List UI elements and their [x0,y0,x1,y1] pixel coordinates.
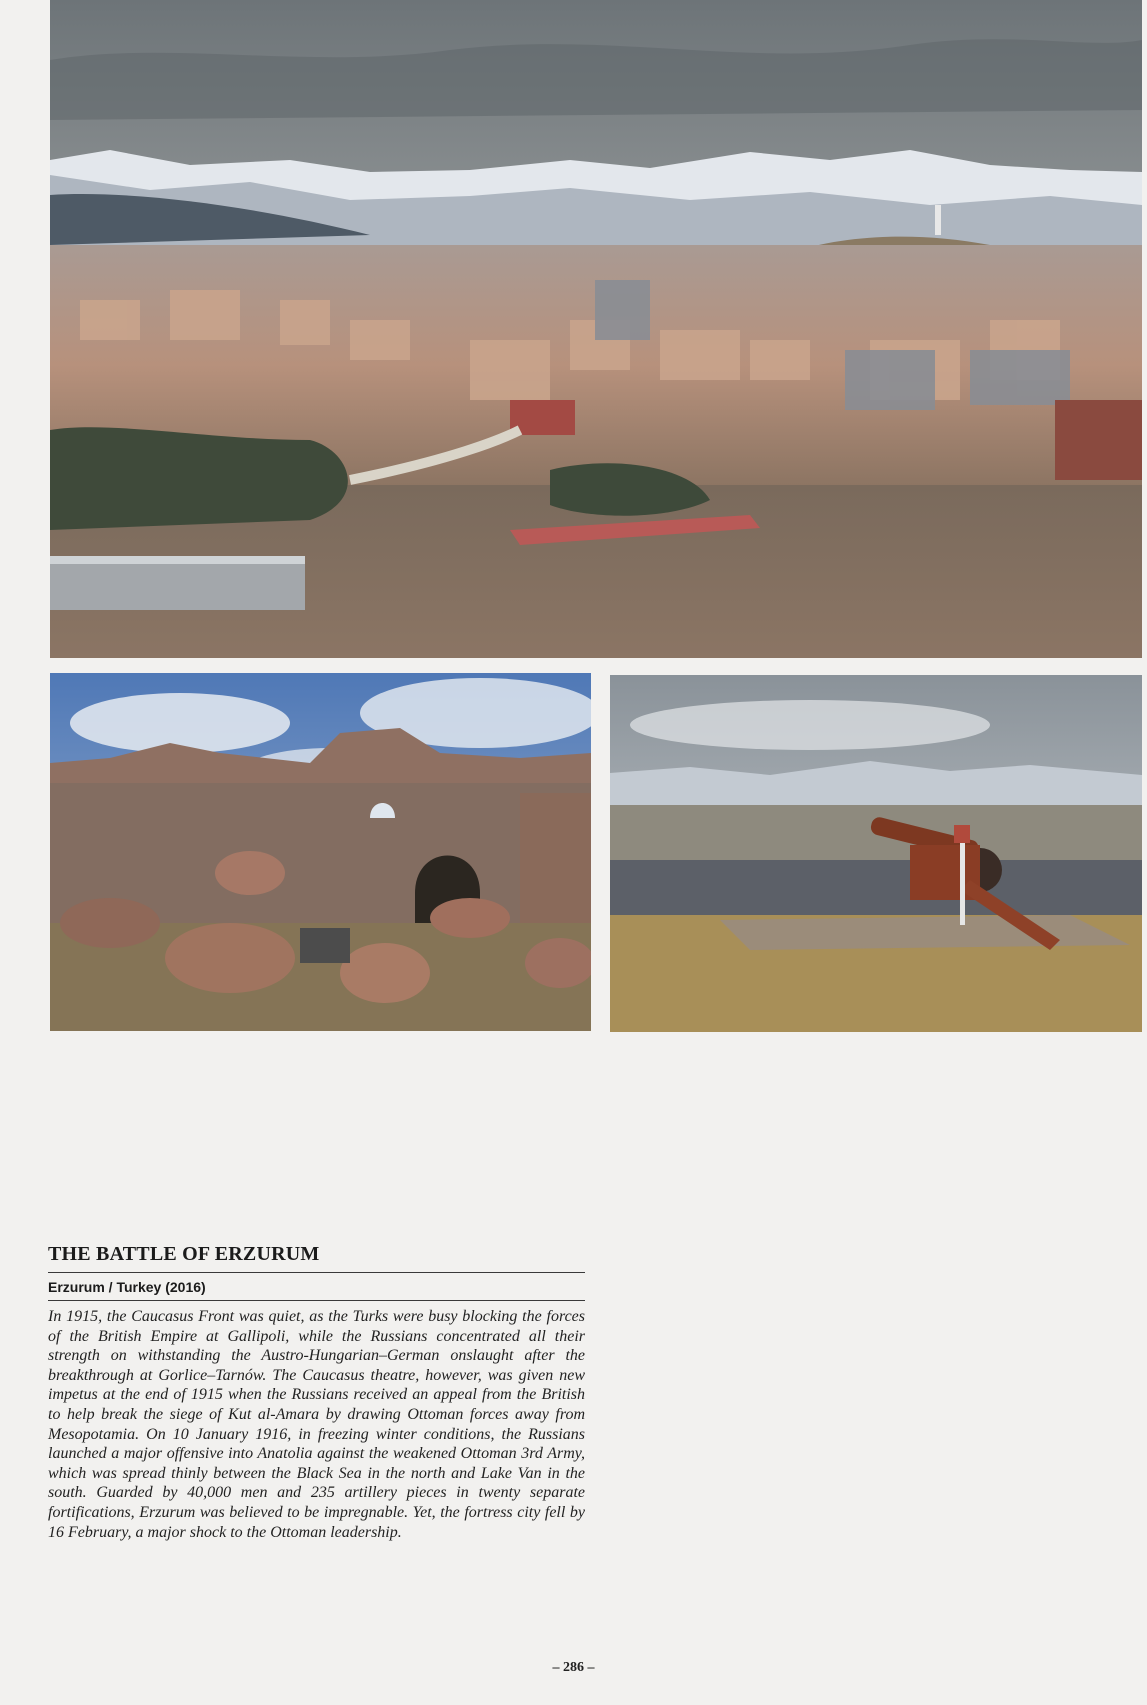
article-body: In 1915, the Caucasus Front was quiet, as the Turks were busy blocking the forces of the British Empire at Gallipoli, while the Russians concentrated all their strength on withstanding the Austro-Hungarian–German onslaught after the breakthrough at Gorlice–Tarnów. The Caucasus theatre, however, was given new impetus at the end of 1915 when the Russians received an appeal from the British to help break the siege of Kut al-Amara by drawing Ottoman forces away from Mesopotamia. On 10 January 1916, in freezing winter conditions, the Russians launched a major offensive into Anatolia against the weakened Ottoman 3rd Army, which was spread thinly between the Black Sea in the north and Lake Van in the south. Guarded by 40,000 men and 235 artillery pieces in twenty separate fortifications, Erzurum was believed to be impregnable. Yet, the fortress city fell by 16 February, a major shock to the Ottoman leadership. [48,1308,585,1541]
fortress-ruins-photo [50,673,591,1031]
erzurum-city-panorama-photo [50,0,1142,658]
hilltop-cannon-photo [610,675,1142,1032]
page-number: – 286 – [552,1660,595,1675]
article-title: THE BATTLE OF ERZURUM [48,1243,320,1265]
subtitle-divider [48,1300,585,1301]
article-location-year: Erzurum / Turkey (2016) [48,1279,206,1295]
article-block [48,1243,585,1558]
